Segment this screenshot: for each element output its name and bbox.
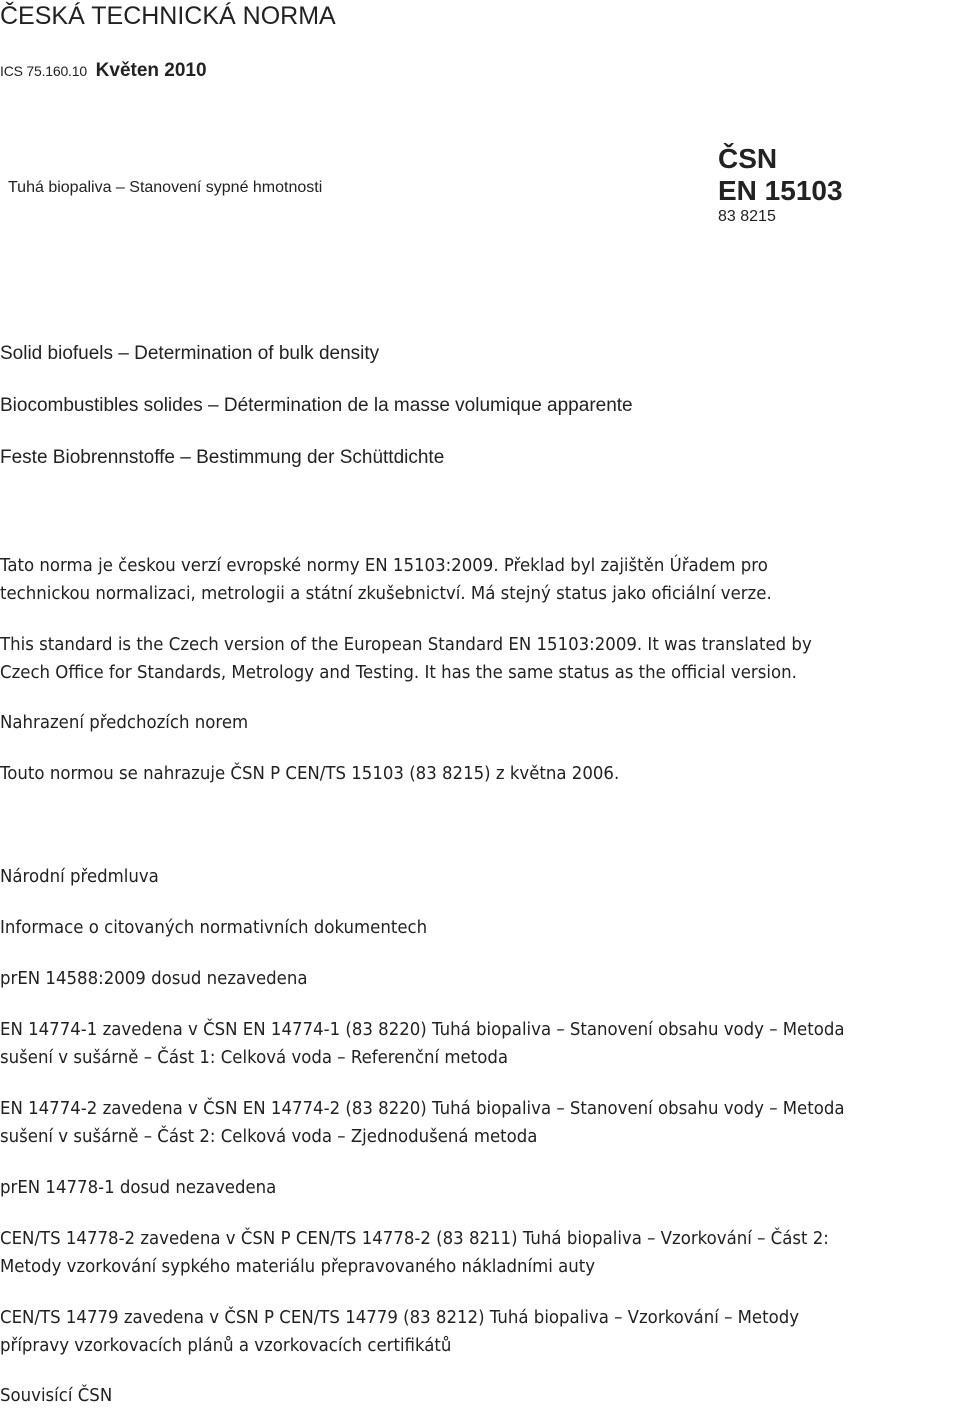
related-standards-heading: Souvisící ČSN [0, 1385, 113, 1406]
title-french: Biocombustibles solides – Détermination de la masse volumique apparente [0, 395, 633, 416]
intro-czech: Tato norma je českou verzí evropské normy EN 15103:2009. Překlad byl zajištěn Úřadem pro technickou normalizaci, metrologii a státní zkušebnictví. Má stejný status jako oficiální verze. [0, 555, 772, 604]
issue-date: Květen 2010 [95, 60, 207, 81]
replacement-text: Touto normou se nahrazuje ČSN P CEN/TS 15103 (83 8215) z května 2006. [0, 763, 620, 784]
title-english: Solid biofuels – Determination of bulk density [0, 343, 380, 364]
standard-designation [718, 143, 843, 228]
intro-english: This standard is the Czech version of the European Standard EN 15103:2009. It was translated by Czech Office for Standards, Metrology and Testing. It has the same status as the official version. [0, 634, 812, 683]
standard-en-number: EN 15103 [718, 175, 843, 206]
classification-number: 83 8215 [718, 208, 776, 225]
ics-code: ICS 75.160.10 [0, 63, 87, 79]
reference-item: EN 14774-2 zavedena v ČSN EN 14774-2 (83 8220) Tuhá biopaliva – Stanovení obsahu vody – Metoda sušení v sušárně – Část 2: Celková voda – Zjednodušená metoda [0, 1098, 845, 1147]
document-type-heading: ČESKÁ TECHNICKÁ NORMA [0, 2, 336, 30]
reference-item: prEN 14588:2009 dosud nezavedena [0, 968, 308, 989]
title-czech: Tuhá biopaliva – Stanovení sypné hmotnosti [8, 179, 323, 196]
standard-csn: ČSN [718, 143, 778, 174]
reference-item: prEN 14778-1 dosud nezavedena [0, 1177, 277, 1198]
replacement-heading: Nahrazení předchozích norem [0, 712, 249, 733]
reference-item: CEN/TS 14779 zavedena v ČSN P CEN/TS 14779 (83 8212) Tuhá biopaliva – Vzorkování – Metody přípravy vzorkovacích plánů a vzorkovacích certifikátů [0, 1307, 800, 1356]
national-foreword-heading: Národní předmluva [0, 866, 159, 887]
ics-date-line [0, 60, 207, 82]
reference-item: EN 14774-1 zavedena v ČSN EN 14774-1 (83 8220) Tuhá biopaliva – Stanovení obsahu vody – Metoda sušení v sušárně – Část 1: Celková voda – Referenční metoda [0, 1019, 845, 1068]
reference-item: CEN/TS 14778-2 zavedena v ČSN P CEN/TS 14778-2 (83 8211) Tuhá biopaliva – Vzorkování – Část 2: Metody vzorkování sypkého materiálu přepravovaného nákladními auty [0, 1228, 829, 1277]
cited-documents-heading: Informace o citovaných normativních dokumentech [0, 917, 428, 938]
title-german: Feste Biobrennstoffe – Bestimmung der Schüttdichte [0, 447, 445, 468]
